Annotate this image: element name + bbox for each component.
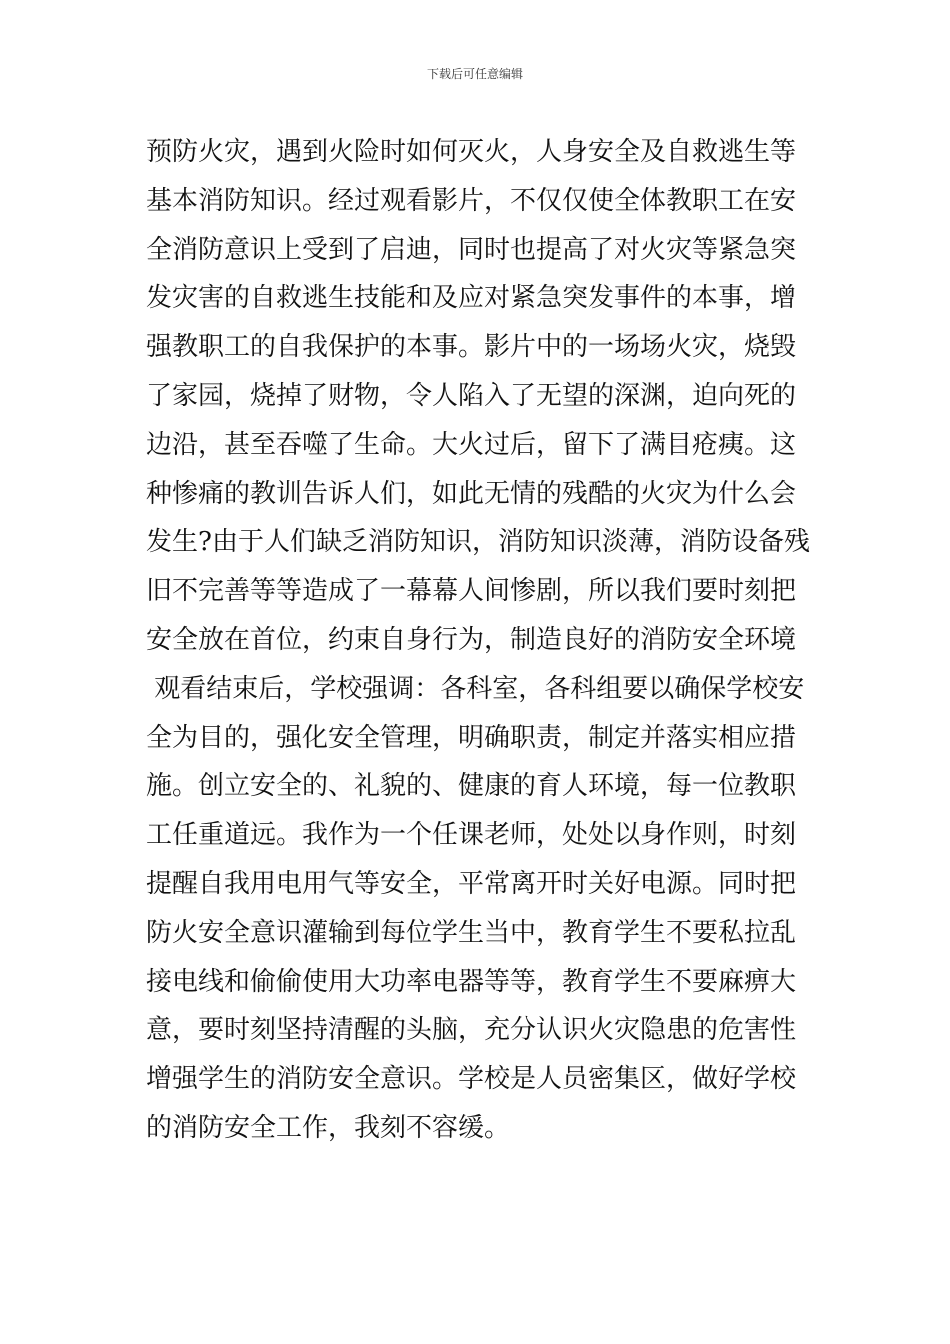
text-line: 提醒自我用电用气等安全，平常离开时关好电源。同时把 <box>146 868 797 899</box>
text-line: 工任重道远。我作为一个任课老师，处处以身作则，时刻 <box>146 820 797 851</box>
text-line: 旧不完善等等造成了一幕幕人间惨剧，所以我们要时刻把 <box>146 576 797 607</box>
page-header-note: 下载后可任意编辑 <box>426 67 523 81</box>
text-line: 全为目的，强化安全管理，明确职责，制定并落实相应措 <box>146 722 797 753</box>
text-line: 观看结束后，学校强调：各科室，各科组要以确保学校安 <box>146 673 805 704</box>
text-line: 预防火灾，遇到火险时如何灭火，人身安全及自救逃生等 <box>146 137 797 167</box>
text-line: 全消防意识上受到了启迪，同时也提高了对火灾等紧急突 <box>146 234 797 265</box>
text-line: 种惨痛的教训告诉人们，如此无情的残酷的火灾为什么会 <box>146 478 797 509</box>
text-line: 接电线和偷偷使用大功率电器等等，教育学生不要麻痹大 <box>146 966 797 997</box>
text-line: 了家园，烧掉了财物，令人陷入了无望的深渊，迫向死的 <box>146 380 797 411</box>
text-line: 的消防安全工作，我刻不容缓。 <box>146 1112 511 1143</box>
text-line: 安全放在首位，约束自身行为，制造良好的消防安全环境 <box>146 624 797 655</box>
text-line: 施。创立安全的、礼貌的、健康的育人环境，每一位教职 <box>146 771 797 802</box>
body-text <box>146 128 810 1153</box>
text-line: 边沿，甚至吞噬了生命。大火过后，留下了满目疮痍。这 <box>146 429 797 460</box>
text-line: 意，要时刻坚持清醒的头脑，充分认识火灾隐患的危害性 <box>146 1015 797 1046</box>
text-line: 增强学生的消防安全意识。学校是人员密集区，做好学校 <box>146 1064 797 1095</box>
text-line: 发灾害的自救逃生技能和及应对紧急突发事件的本事，增 <box>146 283 797 314</box>
text-line: 发生?由于人们缺乏消防知识，消防知识淡薄，消防设备残 <box>146 527 810 558</box>
text-line: 强教职工的自我保护的本事。影片中的一场场火灾，烧毁 <box>146 332 797 363</box>
text-line: 基本消防知识。经过观看影片，不仅仅使全体教职工在安 <box>146 185 797 216</box>
text-line: 防火安全意识灌输到每位学生当中，教育学生不要私拉乱 <box>146 917 797 948</box>
